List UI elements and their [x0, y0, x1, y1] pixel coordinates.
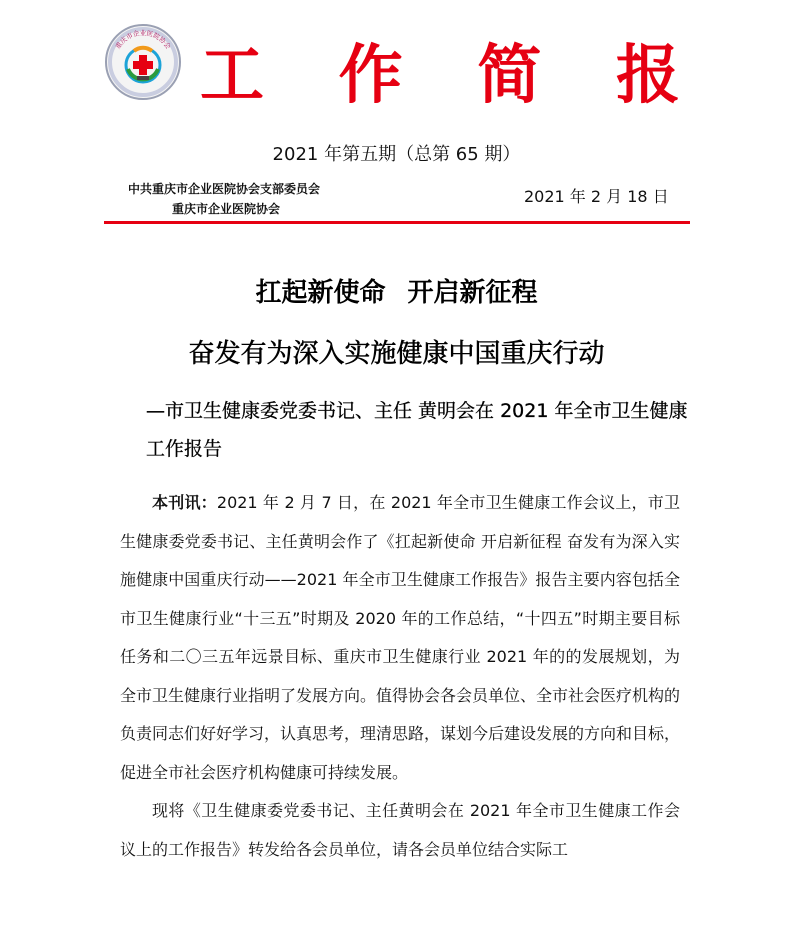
paragraph-2: 现将《卫生健康委党委书记、主任黄明会在 2021 年全市卫生健康工作会议上的工作报告》转发给各会员单位，请各会员单位结合实际工: [120, 801, 680, 859]
publisher-orgs: [128, 179, 320, 219]
title-part2: 开启新征程: [407, 278, 538, 308]
paragraph-1: [120, 484, 680, 792]
issue-number: 2021 年第五期（总第 65 期）: [272, 144, 521, 165]
association-logo: [104, 23, 182, 101]
svg-text:重庆市企业医院协会: 重庆市企业医院协会: [113, 29, 173, 51]
publisher-org-1: 中共重庆市企业医院协会支部委员会: [128, 182, 321, 196]
publish-date: 2021 年 2 月 18 日: [524, 187, 669, 206]
masthead-char-1: 工: [200, 38, 264, 113]
publisher-org-2: 重庆市企业医院协会: [172, 202, 281, 216]
article-subtitle: —市卫生健康委党委书记、主任 黄明会在 2021 年全市卫生健康工作报告: [146, 400, 688, 460]
article-title-line2: 奋发有为深入实施健康中国重庆行动: [188, 339, 605, 369]
title-part1: 扛起新使命: [255, 278, 386, 308]
paragraph-1-text: 2021 年 2 月 7 日，在 2021 年全市卫生健康工作会议上，市卫生健康委党委书记、主任黄明会作了《扛起新使命 开启新征程 奋发有为深入实施健康中国重庆行动——2021 年全市卫生健康工作报告》报告主要内容包括全市卫生健康行业“十三五”时期及 2020 年的工作总结，“十四五”时期主要目标任务和二〇三五年远景目标、重庆市卫生健康行业 2021 年的的发展规划，为全市卫生健康行业指明了发展方向。值得协会各会员单位、全市社会医疗机构的负责同志们好好学习，认真思考，理清思路，谋划今后建设发展的方向和目标，促进全市社会医疗机构健康可持续发展。: [120, 493, 681, 782]
masthead-char-2: 作: [338, 38, 403, 113]
lead-label: 本刊讯：: [152, 493, 217, 512]
article-title-line1: [0, 272, 793, 309]
article-body: [120, 484, 680, 869]
masthead-char-4: 报: [615, 38, 680, 113]
masthead-char-3: 简: [477, 38, 542, 113]
newsletter-masthead: [200, 32, 680, 113]
header-divider: [104, 221, 690, 224]
